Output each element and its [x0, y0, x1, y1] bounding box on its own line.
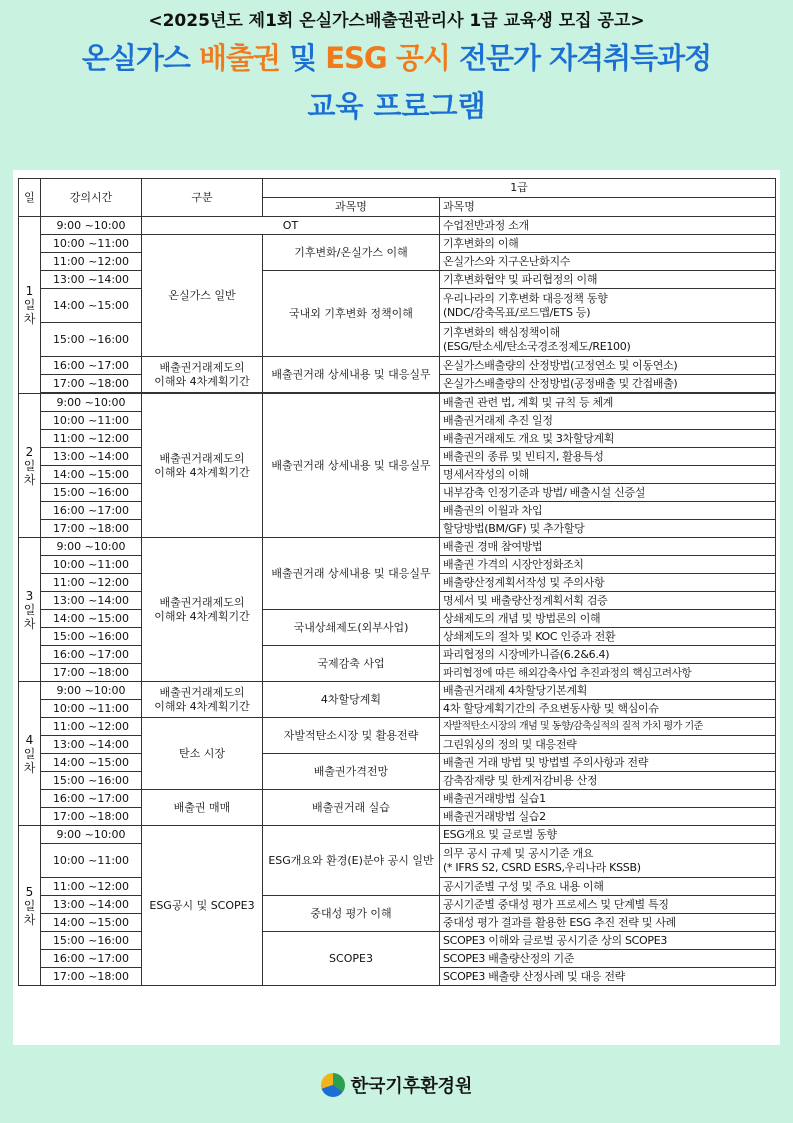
detail-cell: 상쇄제도의 절차 및 KOC 인증과 전환: [440, 628, 776, 646]
col-detail-header: 과목명: [440, 198, 776, 217]
time-cell: 15:00 ~16:00: [41, 484, 142, 502]
schedule-table: [18, 178, 776, 986]
subject-cell: 배출권거래 상세내용 및 대응실무: [263, 538, 440, 610]
time-cell: 13:00 ~14:00: [41, 271, 142, 289]
subject-cell: 배출권거래 실습: [263, 790, 440, 826]
detail-cell: 배출권거래방법 실습1: [440, 790, 776, 808]
category-cell: 탄소 시장: [142, 718, 263, 790]
title-accent: ESG 공시: [325, 41, 450, 75]
time-cell: 13:00 ~14:00: [41, 896, 142, 914]
time-cell: 14:00 ~15:00: [41, 610, 142, 628]
time-cell: 14:00 ~15:00: [41, 914, 142, 932]
detail-cell: 배출권의 종류 및 빈티지, 활용특성: [440, 448, 776, 466]
detail-cell: 기후변화의 핵심정책이해 (ESG/탄소세/탄소국경조정제도/RE100): [440, 323, 776, 357]
day-label: [19, 682, 41, 826]
subject-cell: OT: [142, 217, 440, 235]
detail-cell: 기후변화협약 및 파리협정의 이해: [440, 271, 776, 289]
detail-cell: 중대성 평가 결과를 활용한 ESG 추진 전략 및 사례: [440, 914, 776, 932]
table-row: [19, 271, 776, 289]
detail-cell: 감축잠재량 및 한계저감비용 산정: [440, 772, 776, 790]
subject-cell: 국내외 기후변화 정책이해: [263, 271, 440, 357]
table-row: [19, 718, 776, 736]
detail-cell: 내부감축 인정기준과 방법/ 배출시설 신증설: [440, 484, 776, 502]
detail-cell: 수업전반과정 소개: [440, 217, 776, 235]
subject-cell: 국내상쇄제도(외부사업): [263, 610, 440, 646]
detail-cell: 온실가스와 지구온난화지수: [440, 253, 776, 271]
time-cell: 11:00 ~12:00: [41, 430, 142, 448]
detail-cell: 배출권 경매 참여방법: [440, 538, 776, 556]
col-category-header: 구분: [142, 179, 263, 217]
title-part: 및: [280, 41, 326, 75]
table-row: [19, 357, 776, 375]
table-row: [19, 754, 776, 772]
table-row: [19, 394, 776, 412]
day-label-text: 5 일 차: [23, 884, 36, 927]
category-cell: 온실가스 일반: [142, 235, 263, 357]
subject-cell: 기후변화/온실가스 이해: [263, 235, 440, 271]
detail-cell: 의무 공시 규제 및 공시기준 개요 (* IFRS S2, CSRD ESRS,우리나라 KSSB): [440, 844, 776, 878]
detail-cell: 4차 할당계획기간의 주요변동사항 및 핵심이슈: [440, 700, 776, 718]
detail-cell: 할당방법(BM/GF) 및 추가할당: [440, 520, 776, 538]
time-cell: 13:00 ~14:00: [41, 592, 142, 610]
time-cell: 16:00 ~17:00: [41, 950, 142, 968]
table-row: [19, 646, 776, 664]
title-part: 온실가스: [81, 41, 199, 75]
table-row: [19, 610, 776, 628]
leaf-globe-logo-icon: [321, 1073, 345, 1097]
table-row: [19, 217, 776, 235]
time-cell: 11:00 ~12:00: [41, 574, 142, 592]
detail-cell: 명세서작성의 이해: [440, 466, 776, 484]
detail-cell: 배출권 가격의 시장안정화조치: [440, 556, 776, 574]
day-label-text: 1 일 차: [23, 284, 36, 326]
time-cell: 17:00 ~18:00: [41, 808, 142, 826]
table-row: [19, 896, 776, 914]
title-accent: 배출권: [198, 41, 281, 75]
category-cell: 배출권거래제도의 이해와 4차계획기간: [142, 538, 263, 682]
time-cell: 11:00 ~12:00: [41, 718, 142, 736]
detail-cell: ESG개요 및 글로벌 동향: [440, 826, 776, 844]
detail-cell: 배출권거래제도 개요 및 3차할당계획: [440, 430, 776, 448]
table-row: [19, 235, 776, 253]
subject-cell: 4차할당계획: [263, 682, 440, 718]
day-label: [19, 217, 41, 394]
subject-cell: 자발적탄소시장 및 활용전략: [263, 718, 440, 754]
category-cell: ESG공시 및 SCOPE3: [142, 826, 263, 986]
time-cell: 16:00 ~17:00: [41, 646, 142, 664]
table-row: [19, 682, 776, 700]
time-cell: 16:00 ~17:00: [41, 790, 142, 808]
day-label: [19, 538, 41, 682]
col-time-header: 강의시간: [41, 179, 142, 217]
detail-cell: 파리협정의 시장메카니즘(6.2&6.4): [440, 646, 776, 664]
category-cell: 배출권거래제도의 이해와 4차계획기간: [142, 394, 263, 538]
time-cell: 16:00 ~17:00: [41, 357, 142, 375]
detail-cell: 자발적탄소시장의 개념 및 동향/감축실적의 질적 가치 평가 기준: [440, 718, 776, 736]
time-cell: 10:00 ~11:00: [41, 844, 142, 878]
time-cell: 17:00 ~18:00: [41, 520, 142, 538]
day-label-text: 2 일 차: [23, 444, 36, 487]
col-subject-header: 과목명: [263, 198, 440, 217]
detail-cell: SCOPE3 이해와 글로벌 공시기준 상의 SCOPE3: [440, 932, 776, 950]
detail-cell: 배출량산정계획서작성 및 주의사항: [440, 574, 776, 592]
table-row: [19, 826, 776, 844]
detail-cell: 배출권 관련 법, 계획 및 규칙 등 체계: [440, 394, 776, 412]
detail-cell: 배출권 거래 방법 및 방법별 주의사항과 전략: [440, 754, 776, 772]
detail-cell: SCOPE3 배출량산정의 기준: [440, 950, 776, 968]
table-row: [19, 932, 776, 950]
subject-cell: 국제감축 사업: [263, 646, 440, 682]
detail-cell: 그린워싱의 정의 및 대응전략: [440, 736, 776, 754]
detail-cell: 배출권거래제 추진 일정: [440, 412, 776, 430]
time-cell: 13:00 ~14:00: [41, 736, 142, 754]
time-cell: 17:00 ~18:00: [41, 664, 142, 682]
time-cell: 17:00 ~18:00: [41, 375, 142, 393]
time-cell: 15:00 ~16:00: [41, 772, 142, 790]
time-cell: 15:00 ~16:00: [41, 628, 142, 646]
detail-cell: 상쇄제도의 개념 및 방법론의 이해: [440, 610, 776, 628]
subtitle: <2025년도 제1회 온실가스배출권관리사 1급 교육생 모집 공고>: [148, 11, 645, 31]
detail-cell: 배출권거래제 4차할당기본계획: [440, 682, 776, 700]
time-cell: 17:00 ~18:00: [41, 968, 142, 986]
detail-cell: 온실가스배출량의 산정방법(고정연소 및 이동연소): [440, 357, 776, 375]
time-cell: 10:00 ~11:00: [41, 235, 142, 253]
detail-cell: SCOPE3 배출량 산정사례 및 대응 전략: [440, 968, 776, 986]
time-cell: 9:00 ~10:00: [41, 826, 142, 844]
subject-cell: ESG개요와 환경(E)분야 공시 일반: [263, 826, 440, 896]
time-cell: 9:00 ~10:00: [41, 394, 142, 412]
schedule-sheet: [13, 170, 780, 1045]
subject-cell: 중대성 평가 이해: [263, 896, 440, 932]
footer: [0, 1072, 793, 1098]
day-label: [19, 394, 41, 538]
table-row: [19, 538, 776, 556]
page-title-line2: 교육 프로그램: [307, 89, 486, 123]
time-cell: 9:00 ~10:00: [41, 217, 142, 235]
time-cell: 13:00 ~14:00: [41, 448, 142, 466]
detail-cell: 공시기준별 구성 및 주요 내용 이해: [440, 878, 776, 896]
table-header-row: [19, 179, 776, 198]
category-cell: 배출권거래제도의 이해와 4차계획기간: [142, 357, 263, 393]
time-cell: 10:00 ~11:00: [41, 700, 142, 718]
subject-cell: 배출권거래 상세내용 및 대응실무: [263, 357, 440, 393]
time-cell: 14:00 ~15:00: [41, 289, 142, 323]
detail-cell: 공시기준별 중대성 평가 프로세스 및 단계별 특징: [440, 896, 776, 914]
detail-cell: 명세서 및 배출량산정계획서획 검증: [440, 592, 776, 610]
subject-cell: 배출권가격전망: [263, 754, 440, 790]
detail-cell: 배출권거래방법 실습2: [440, 808, 776, 826]
page-title: [0, 36, 793, 77]
time-cell: 14:00 ~15:00: [41, 466, 142, 484]
detail-cell: 배출권의 이월과 차입: [440, 502, 776, 520]
detail-cell: 온실가스배출량의 산정방법(공정배출 및 간접배출): [440, 375, 776, 393]
subject-cell: SCOPE3: [263, 932, 440, 986]
day-label-text: 3 일 차: [23, 588, 36, 631]
time-cell: 11:00 ~12:00: [41, 878, 142, 896]
day-label: [19, 826, 41, 986]
time-cell: 15:00 ~16:00: [41, 323, 142, 357]
col-grade-header: 1급: [263, 179, 776, 198]
time-cell: 11:00 ~12:00: [41, 253, 142, 271]
detail-cell: 파리협정에 따른 해외감축사업 추진과정의 핵심고려사항: [440, 664, 776, 682]
category-cell: 배출권거래제도의 이해와 4차계획기간: [142, 682, 263, 718]
time-cell: 15:00 ~16:00: [41, 932, 142, 950]
org-name: 한국기후환경원: [350, 1076, 473, 1097]
time-cell: 10:00 ~11:00: [41, 412, 142, 430]
time-cell: 9:00 ~10:00: [41, 538, 142, 556]
time-cell: 16:00 ~17:00: [41, 502, 142, 520]
detail-cell: 우리나라의 기후변화 대응정책 동향 (NDC/감축목표/로드맵/ETS 등): [440, 289, 776, 323]
col-day-header: 일: [19, 179, 41, 217]
detail-cell: 기후변화의 이해: [440, 235, 776, 253]
time-cell: 14:00 ~15:00: [41, 754, 142, 772]
time-cell: 10:00 ~11:00: [41, 556, 142, 574]
time-cell: 9:00 ~10:00: [41, 682, 142, 700]
day-label-text: 4 일 차: [23, 732, 36, 775]
title-part: 전문가 자격취득과정: [449, 41, 712, 75]
category-cell: 배출권 매매: [142, 790, 263, 826]
table-row: [19, 790, 776, 808]
subject-cell: 배출권거래 상세내용 및 대응실무: [263, 394, 440, 538]
